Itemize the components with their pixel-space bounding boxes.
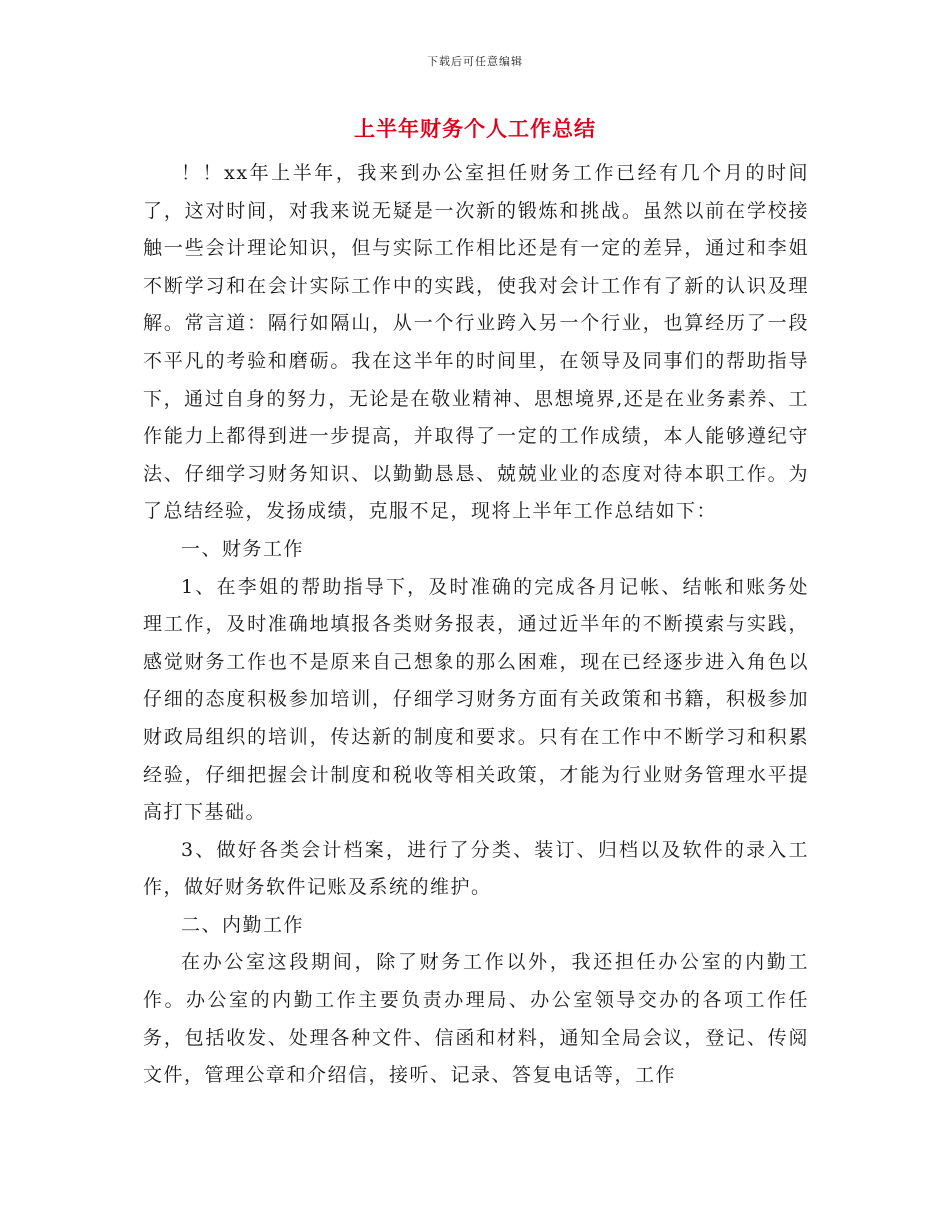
intro-paragraph: ！！xx年上半年，我来到办公室担任财务工作已经有几个月的时间了，这对时间，对我来说无疑是一次新的锻炼和挑战。虽然以前在学校接触一些会计理论知识，但与实际工作相比还是有一定的差异，通过和李姐不断学习和在会计实际工作中的实践，使我对会计工作有了新的认识及理解。常言道：隔行如隔山，从一个行业跨入另一个行业，也算经历了一段不平凡的考验和磨砺。我在这半年的时间里，在领导及同事们的帮助指导下，通过自身的努力，无论是在敬业精神、思想境界,还是在业务素养、工作能力上都得到进一步提高，并取得了一定的工作成绩，本人能够遵纪守法、仔细学习财务知识、以勤勤恳恳、兢兢业业的态度对待本职工作。为了总结经验，发扬成绩，克服不足，现将上半年工作总结如下： — [143, 162, 809, 523]
header-note: 下载后可任意编辑 — [427, 55, 523, 68]
document-body — [143, 155, 809, 1095]
finance-item-3: 3、做好各类会计档案，进行了分类、装订、归档以及软件的录入工作，做好财务软件记账及系统的维护。 — [143, 838, 809, 899]
finance-item-1: 1、在李姐的帮助指导下，及时准确的完成各月记帐、结帐和账务处理工作，及时准确地填报各类财务报表，通过近半年的不断摸索与实践，感觉财务工作也不是原来自己想象的那么困难，现在已经逐步进入角色以仔细的态度积极参加培训，仔细学习财务方面有关政策和书籍，积极参加财政局组织的培训，传达新的制度和要求。只有在工作中不断学习和积累经验，仔细把握会计制度和税收等相关政策，才能为行业财务管理水平提高打下基础。 — [143, 575, 809, 824]
office-work-paragraph: 在办公室这段期间，除了财务工作以外，我还担任办公室的内勤工作。办公室的内勤工作主要负责办理局、办公室领导交办的各项工作任务，包括收发、处理各种文件、信函和材料，通知全局会议，登记、传阅文件，管理公章和介绍信，接听、记录、答复电话等，工作 — [143, 951, 809, 1087]
document-title: 上半年财务个人工作总结 — [354, 117, 596, 141]
section-heading-office: 二、内勤工作 — [181, 913, 305, 936]
section-heading-finance: 一、财务工作 — [181, 537, 305, 560]
